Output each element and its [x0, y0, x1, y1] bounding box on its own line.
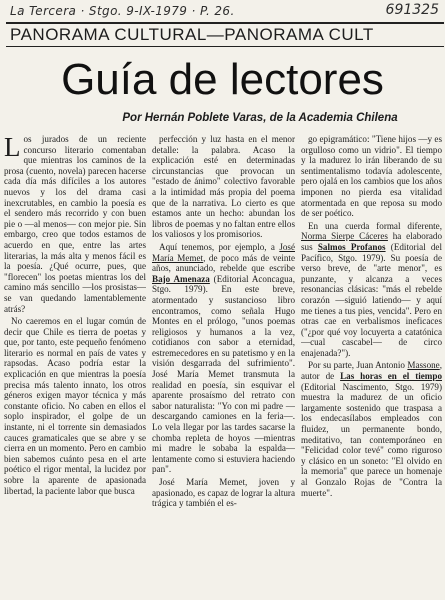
text-run: (Editorial Nascimento, Stgo. 1979) muestra la madurez de un oficio largamente sostenido que traspasa a los endecasílabos empleados con fluidez, un permanente bondo, meditativo, tan contemporáneo en "Felicidad color tevé" como riguroso y clásico en un soneto: "El olvido en la memoria" que parece un homenaje al Gonzalo Rojas de "Contra la muerte".	[301, 381, 442, 498]
book-title: Las horas en el tiempo	[340, 371, 442, 382]
drop-cap: L	[4, 134, 21, 162]
article-title: Guía de lectores	[61, 55, 384, 104]
paragraph	[301, 221, 442, 359]
text-run: Aquí tenemos, por ejemplo, a	[159, 241, 280, 252]
section-rubric-text: PANORAMA CULTURAL—PANORAMA CULT	[10, 25, 374, 44]
handwritten-catalog-number: 691325	[385, 2, 439, 18]
paragraph-text: os jurados de un reciente concurso literario comentaban que mientras los caminos de la prosa (cuento, novela) parecen hacerse cada día más difíciles a los autores nuevos y los del drama casi inexcrutables, en cambio la poesía es el sendero más recorrido y con buen pie o —al menos— con mejor pie. Sin embargo, creo que todos estamos de acuerdo en que, entre las artes literarias, la más alta y menos fácil es la poesía. ¿Qué ocurre, pues, que "florecen" los poetas mientras los del camino más sencillo —los prosistas— se van quedando lamentablemente atrás?	[4, 134, 146, 314]
paragraph: José María Memet, joven y apasionado, es capaz de lograr la altura trágica y también el es-	[152, 477, 295, 509]
book-title: Bajo Amenaza	[152, 273, 210, 284]
paragraph: go epigramático: "Tiene hijos —y es orgulloso como un vidrio". El tiempo y la madurez lo irán liberando de su sentimentalismo todavía adolescente, pero ojalá en los cambios que los años imponen no pierda esa vitalidad atormentada en que reposa su modo de ser poético.	[301, 134, 442, 219]
text-run: En una cuerda formal diferente,	[308, 220, 442, 231]
paragraph	[152, 242, 295, 475]
paragraph	[4, 134, 146, 314]
text-run: ha elaborado sus	[301, 231, 442, 252]
paragraph	[301, 360, 442, 498]
author-name: Massone	[407, 360, 440, 371]
article-column-3	[301, 134, 442, 596]
text-run: Por su parte, Juan Antonio	[308, 360, 408, 371]
article-column-1	[4, 134, 146, 596]
handwritten-source-date: La Tercera · Stgo. 9-IX-1979 · P. 26.	[10, 4, 235, 18]
section-rubric	[6, 22, 444, 47]
author-name: José María Memet	[152, 241, 295, 263]
paragraph: perfección y luz hasta en el menor detalle: la palabra. Acaso la explicación esté en determinadas circunstancias que provocan un "estado de ánimo" colectivo favorable a la intimidad más propia del poema que de la narrativa. Lo cierto es que estamos ante un hecho: abundan los libros de poemas y no faltan entre ellos los valiosos y los promisorios.	[152, 134, 295, 240]
text-run: (Editorial del Pacífico, Stgo. 1979). Su poesía de verso breve, de "arte menor", es punzante, y alcanza a veces resonancias clásicas: "más el rebelde corazón —siguió latiendo— y aquí me tienes a tus pies, vencida". Pero en otras cae en verbalismos ineficaces ("¿por qué voy locuyerta a catatónica —cual cascabel— de circo enajenada?").	[301, 241, 442, 358]
text-run: (Editorial Aconcagua, Stgo. 1979). En este breve, atormentado y sustancioso libro encontramos, como señala Hugo Montes en el prólogo, "unos poemas religiosos y humanos a la vez, cotidianos con sabor a eternidad, estremecedores en su patetismo y en la visión desgarrada del sufrimiento". José María Memet transmuta la realidad en poesía, sin esquivar el aparente prosaísmo del retrato con sabor naturalista: "Yo con mi padre —descargando camiones en la feria—. Lo vela llegar por las tardes sacarse la chomba repleta de hoyos —mientras mi madre le sobaba la espalda— lentamente como si estuviera haciendo pan".	[152, 273, 295, 475]
paragraph: No caeremos en el lugar común de decir que Chile es tierra de poetas y que, por tanto, este pequeño fenómeno literario es normal en país de vates y rapsodas. Acaso podría estar la explicación en que mientras la poesía precisa más talento innato, los otros géneros exigen mayor técnica y más constante oficio. No caben en ellos el soplo inspirador, el golpe de un instante, ni el torrente sin demasiados cauces gramaticales que se abre y se cierra en un momento. Pero en cambio bien sabemos cuánto pesa en el arte poético el rigor mental, la lucidez por sobre la aparente de apasionada libertad, la paciente labor que busca	[4, 316, 146, 496]
book-title: Salmos Profanos	[317, 241, 386, 252]
handwritten-annotation	[6, 2, 441, 22]
article-column-2	[152, 134, 295, 596]
text-run: , autor de	[301, 360, 442, 382]
text-run: , de poco más de veinte años, anunciado, rebelde que escribe	[152, 252, 295, 274]
article-byline: Por Hernán Poblete Varas, de la Academia Chilena	[122, 112, 398, 124]
author-name: Norma Sierpe Cáceres	[301, 231, 388, 242]
